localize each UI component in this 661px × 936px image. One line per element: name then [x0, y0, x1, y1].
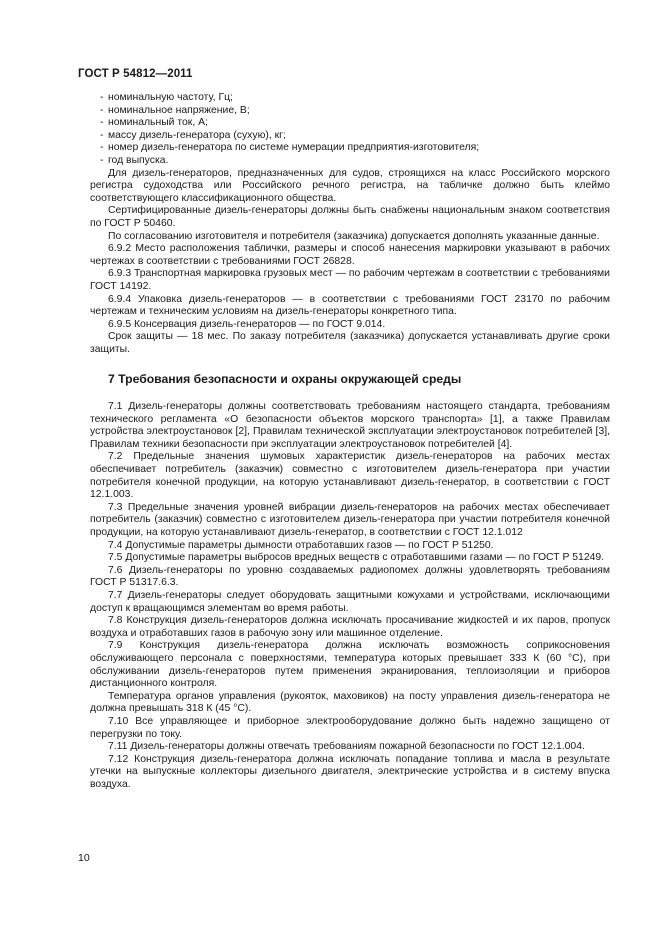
paragraph: 6.9.5 Консервация дизель-генераторов — по ГОСТ 9.014.: [108, 318, 386, 330]
paragraph: 7.12 Конструкция дизель-генератора должна исключать попадание топлива и масла в результате утечки на выпускные коллекторы дизельного двигателя, электрические устройства и в систему впуска воздуха.: [90, 753, 610, 790]
paragraph: 6.9.4 Упаковка дизель-генераторов — в соответствии с требованиями ГОСТ 23170 по рабочим чертежам и техническим условиям на дизель-генераторы конкретного типа.: [90, 293, 610, 318]
list-item: - массу дизель-генератора (сухую), кг;: [100, 129, 286, 141]
paragraph: 7.7 Дизель-генераторы следует оборудовать защитными кожухами и устройствами, исключающими доступ к вращающимся элементам во время работы.: [90, 589, 610, 614]
paragraph: 6.9.2 Место расположения таблички, размеры и способ нанесения маркировки указывают в рабочих чертежах в соответствии с требованиями ГОСТ 26828.: [90, 243, 610, 267]
list-item: - номинальное напряжение, В;: [100, 104, 250, 116]
paragraph: 7.3 Предельные значения уровней вибрации дизель-генераторов на рабочих местах обеспечивает потребитель (заказчик) совместно с изготовителем дизель-генератора при участии потребителя конечной продукции, на которую устанавливают дизель-генератор, в соответствии с ГОСТ 12.1.012: [90, 501, 610, 538]
list-item: - номинальную частоту, Гц;: [100, 92, 233, 103]
paragraph: Для дизель-генераторов, предназначенных для судов, строящихся на класс Российского морского регистра судоходства или Российского речного регистра, на табличке должно быть клеймо соответствующего классификационного общества.: [90, 167, 610, 204]
paragraph: 7.5 Допустимые параметры выбросов вредных веществ с отработавшими газами — по ГОСТ Р 51249.: [108, 552, 605, 564]
paragraph: 7.4 Допустимые параметры дымности отработавших газов — по ГОСТ Р 51250.: [108, 539, 494, 551]
paragraph: Срок защиты — 18 мес. По заказу потребителя (заказчика) допускается устанавливать другие сроки защиты.: [90, 331, 610, 355]
paragraph: 7.9 Конструкция дизель-генератора должна исключать возможность соприкосновения обслуживающего персонала с поверхностями, температура которых превышает 333 К (60 °С), при обслуживании дизель-генераторов путем применения экранирования, теплоизоляции и приборов дистанционного контроля.: [90, 640, 610, 690]
list-item: - номинальный ток, А;: [100, 117, 208, 129]
document-header: ГОСТ Р 54812—2011: [78, 68, 193, 80]
marking-list: [90, 92, 610, 168]
list-item: - год выпуска.: [100, 154, 169, 166]
paragraph: Температура органов управления (рукояток, маховиков) на посту управления дизель-генератора не должна превышать 318 К (45 °С).: [90, 690, 610, 715]
page-number: 10: [78, 852, 90, 864]
page-content: [90, 92, 610, 791]
paragraph: По согласованию изготовителя и потребителя (заказчика) допускается дополнять указанные данные.: [108, 230, 600, 242]
paragraph: 7.6 Дизель-генераторы по уровню создаваемых радиопомех должны удовлетворять требованиям ГОСТ Р 51317.6.3.: [90, 564, 610, 589]
paragraph: Сертифицированные дизель-генераторы должны быть снабжены национальным знаком соответствия по ГОСТ Р 50460.: [90, 205, 610, 229]
paragraph: 7.2 Предельные значения шумовых характеристик дизель-генераторов на рабочих местах обеспечивает потребитель (заказчик) совместно с изготовителем дизель-генератора при участии потребителя конечной продукции, на которую устанавливают дизель-генератор, в соответствии с ГОСТ 12.1.003.: [90, 451, 610, 501]
paragraph: 7.10 Все управляющее и приборное электрооборудование должно быть надежно защищено от перегрузки по току.: [90, 715, 610, 740]
section-heading: 7 Требования безопасности и охраны окружающей среды: [108, 372, 462, 387]
paragraph: 6.9.3 Транспортная маркировка грузовых мест — по рабочим чертежам в соответствии с требованиями ГОСТ 14192.: [90, 268, 610, 292]
paragraph: 7.11 Дизель-генераторы должны отвечать требованиям пожарной безопасности по ГОСТ 12.1.004.: [108, 741, 585, 753]
list-item: - номер дизель-генератора по системе нумерации предприятия-изготовителя;: [100, 142, 480, 154]
paragraph: 7.1 Дизель-генераторы должны соответствовать требованиям настоящего стандарта, требованиям технического регламента «О безопасности объектов морского транспорта» [1], а также Правилам устройства электроустановок [2], Правилам технической эксплуатации электроустановок потребителей [3], Правилам техники безопасности при эксплуатации электроустановок потребителей [4].: [90, 401, 610, 450]
paragraph: 7.8 Конструкция дизель-генераторов должна исключать просачивание жидкостей и их паров, пропуск воздуха и отработавших газов в рабочую зону или машинное отделение.: [90, 615, 610, 639]
